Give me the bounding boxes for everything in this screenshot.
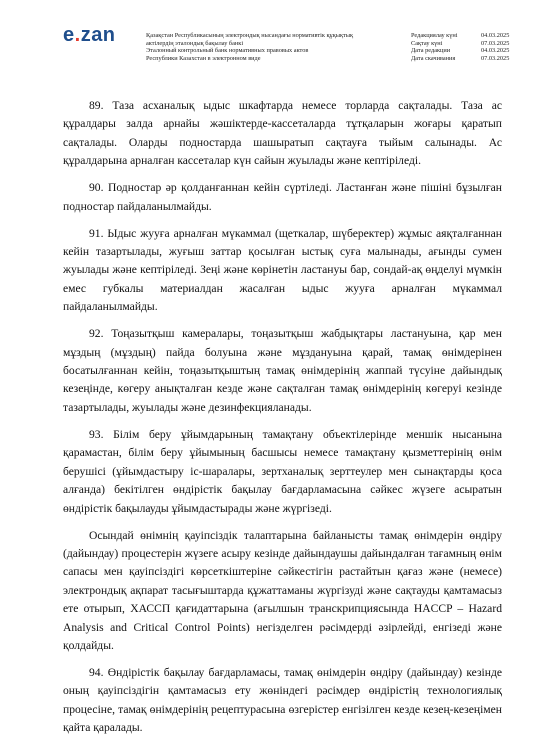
date-row [411, 32, 516, 40]
date-value: 04.03.2025 [481, 32, 510, 39]
document-dates [411, 32, 516, 62]
date-value: 04.03.2025 [481, 47, 510, 55]
paragraph-93: 93. Білім беру ұйымдарының тамақтану объектілерінде меншік нысанына қарамастан, білім беру ұйымының басшысы немесе тамақтану қызметтерінің өнім берушісі (ұйымдастыру іс-шаралары, зертханалық зерттеулер мен сынақтарды қоса алғанда) бекітілген өндірістік бақылау бағдарламасына сәйкес жүзеге асыратын өндірістік бақылауды ұйымдастырады және жүргізеді. [63, 427, 502, 515]
date-row [411, 40, 516, 48]
logo-dot: . [74, 24, 81, 46]
org-line: Қазақстан Республикасының электрондық нысандағы нормативтік құқықтық [146, 32, 354, 39]
paragraph-89: 89. Таза асханалық ыдыс шкафтарда немесе торларда сақталады. Таза ас құралдары залда арнайы жәшіктерде-кассеталарда тұтқаларын жоғары қаратып сақталады. Оларды подностарда шашыратып сақтауға тыйым салынады. Ас құралдарына арналған кассеталар күн сайын жуылады және кептіріледі. [63, 99, 502, 168]
ezan-logo [63, 24, 116, 47]
paragraph-91: 91. Ыдыс жууға арналған мүкаммал (щеткалар, шүберектер) жұмыс аяқталғаннан кейін тазартылады, жуғыш заттар қосылған ыстық суға малынады, ағынды сумен жуылады және кептіріледі. Зеңі және көрінетін ластануы бар, сондай-ақ өңделуі мүмкін емес губкалы материалдан жасалған ыдыс жууға арналған мүкаммал пайдаланылмайды. [63, 226, 502, 314]
page-header [0, 0, 557, 72]
date-row [411, 55, 516, 63]
date-label: Сақтау күні [411, 39, 443, 47]
logo-part1: e [63, 24, 75, 46]
date-row [411, 47, 516, 55]
paragraph-94: 94. Өндірістік бақылау бағдарламасы, тамақ өнімдерін өндіру (дайындау) кезінде оның қауіпсіздігін қамтамасыз ету жөніндегі рәсімдер өндірістің технологиялық процесіне, тамақ өнімдерінің рецептурасына өзгерістер енгізілген кезде кезең-кезеңімен қайта қаралады. [63, 665, 502, 735]
org-line: Республики Казахстан в электронном виде [146, 54, 261, 62]
paragraph-93-continued: Осындай өнімнің қауіпсіздік талаптарына байланысты тамақ өнімдерін өндіру (дайындау) процестерін жүзеге асыру кезінде дайындаушы дайындалған тағамның өнім сапасы мен қауіпсіздігі көрсеткіштеріне сәйкестігін растайтын қағаз және (немесе) электрондық ақпарат тасығыштарда құжаттаманы жүргізуді және сақтауды қамтамасыз ете отырып, ХАССП қағидаттарына (ағылшын транскрипциясында HACCP – Hazard Analysis and Critical Control Points) негізделген рәсімдерді әзірлейді, енгізеді және қолдайды. [63, 528, 502, 652]
paragraph-92: 92. Тоңазытқыш камералары, тоңазытқыш жабдықтары ластануына, қар мен мұздың (мұздың) пайда болуына және мұздануына қарай, тамақ өнімдерінен босатылғаннан кейін, тоңазытқыштың тамақ өнімдерінің жаппай түсуіне дайындық кезеңінде, көгеру анықталған кезде және сақталған тамақ өнімдерінің көгеруі кезінде тазартылады, жуылады және дезинфекцияланады. [63, 327, 502, 414]
date-label: Дата редакции [411, 47, 451, 55]
org-line: Эталонный контрольный банк нормативных правовых актов [146, 47, 309, 55]
document-body [63, 97, 502, 746]
organization-title [146, 32, 396, 62]
org-line: актілердің эталондық бақылау банкі [146, 39, 244, 47]
date-label: Дата скачивания [411, 54, 456, 62]
date-value: 07.03.2025 [481, 54, 510, 62]
date-value: 07.03.2025 [481, 39, 510, 47]
paragraph-90: 90. Подностар әр қолданғаннан кейін сүртіледі. Ластанған және пішіні бұзылған подностар пайдаланылмайды. [63, 181, 502, 213]
date-label: Редакциялау күні [411, 32, 458, 39]
logo-part2: zan [80, 24, 116, 46]
